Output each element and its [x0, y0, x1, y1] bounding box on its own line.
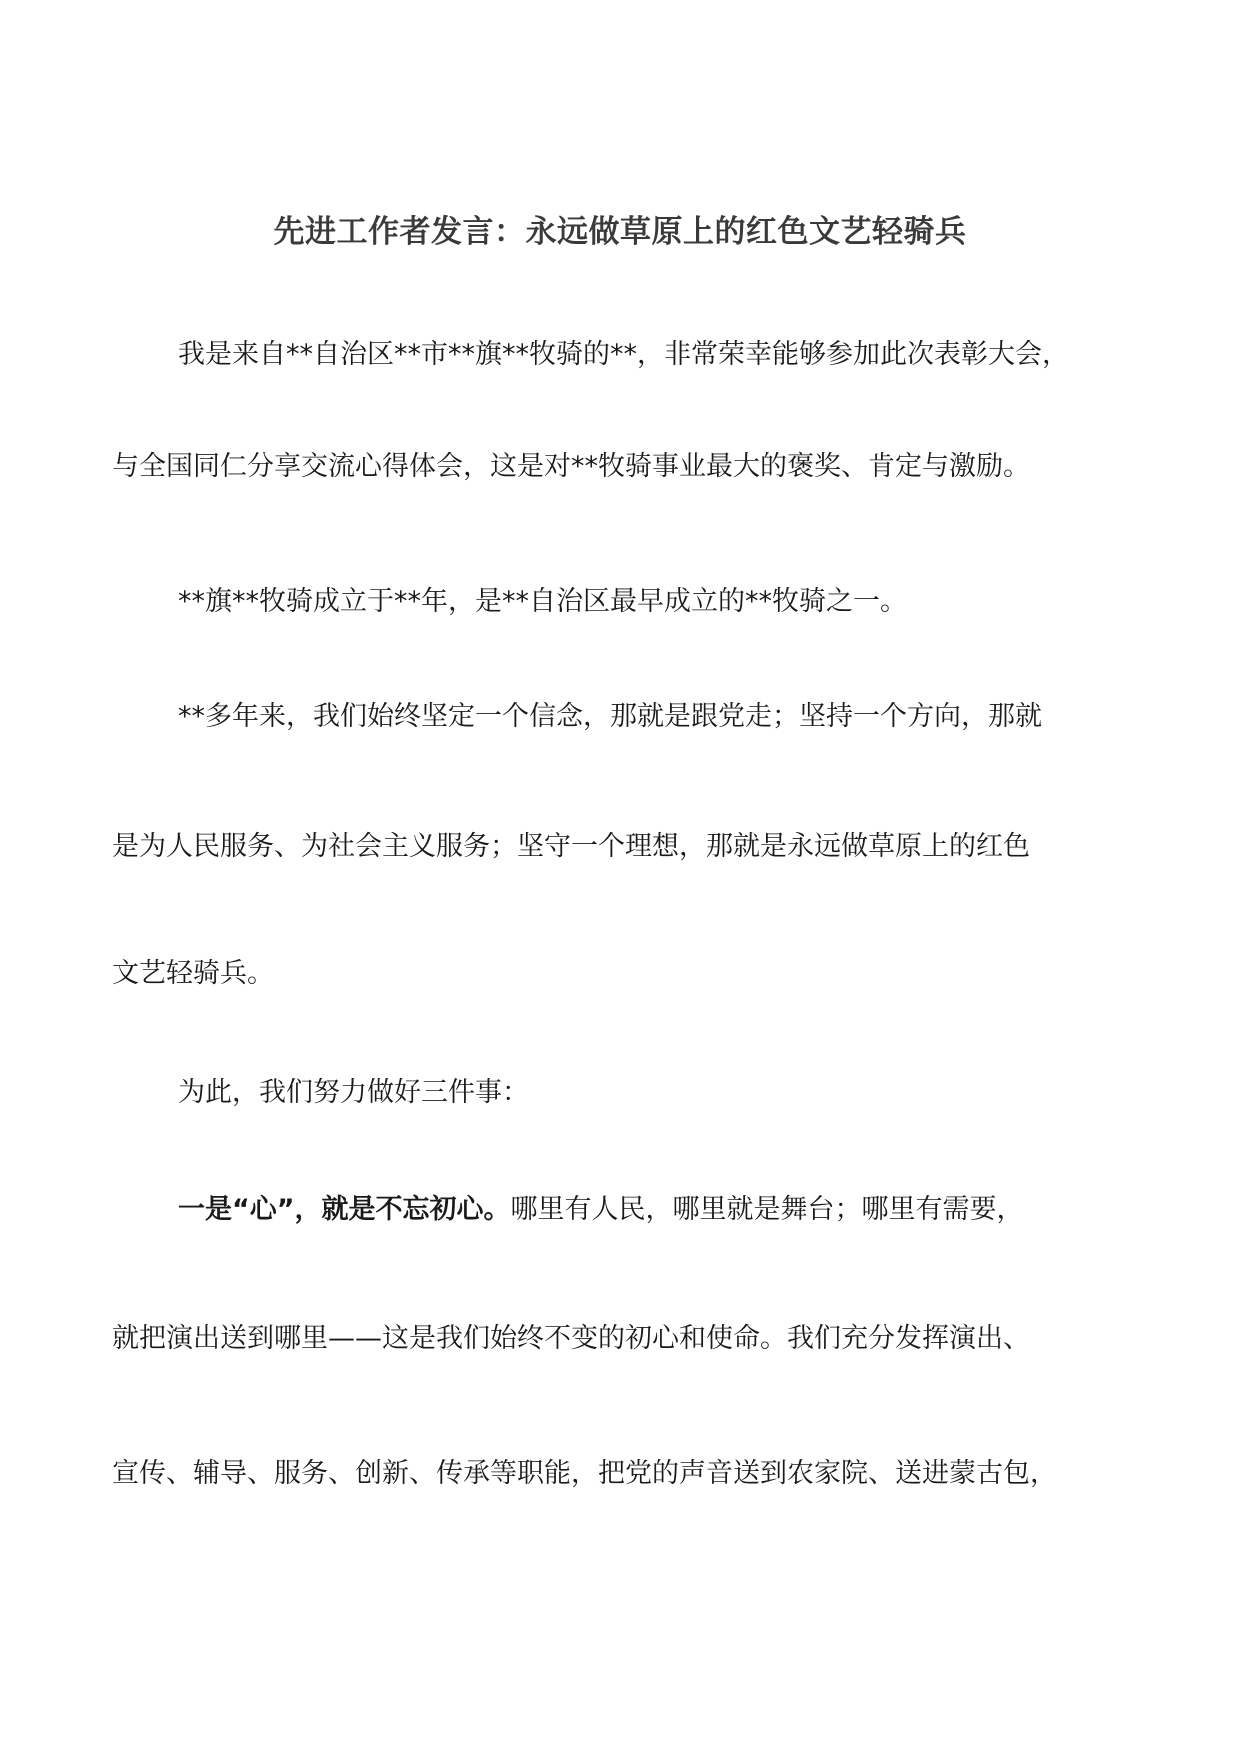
paragraph-3-line-2: 是为人民服务、为社会主义服务；坚守一个理想，那就是永远做草原上的红色	[112, 831, 1030, 862]
paragraph-1-line-1: 我是来自**自治区**市**旗**牧骑的**，非常荣幸能够参加此次表彰大会，	[178, 339, 1069, 370]
paragraph-4-line-1: 为此，我们努力做好三件事：	[178, 1077, 529, 1108]
paragraph-2-line-1: **旗**牧骑成立于**年，是**自治区最早成立的**牧骑之一。	[178, 586, 907, 617]
paragraph-1-line-2: 与全国同仁分享交流心得体会，这是对**牧骑事业最大的褒奖、肯定与激励。	[112, 451, 1030, 482]
paragraph-5-lead-bold: 一是“心”，就是不忘初心。	[178, 1194, 511, 1225]
paragraph-5-line-1	[178, 1192, 1024, 1228]
document-title: 先进工作者发言：永远做草原上的红色文艺轻骑兵	[273, 214, 967, 250]
paragraph-3-line-3: 文艺轻骑兵。	[112, 958, 274, 989]
paragraph-3-line-1: **多年来，我们始终坚定一个信念，那就是跟党走；坚持一个方向，那就	[178, 701, 1042, 732]
paragraph-5-line-3: 宣传、辅导、服务、创新、传承等职能，把党的声音送到农家院、送进蒙古包，	[112, 1458, 1057, 1489]
paragraph-5-line-1-text: 哪里有人民，哪里就是舞台；哪里有需要，	[510, 1194, 1024, 1225]
paragraph-5-line-2: 就把演出送到哪里——这是我们始终不变的初心和使命。我们充分发挥演出、	[112, 1323, 1030, 1354]
